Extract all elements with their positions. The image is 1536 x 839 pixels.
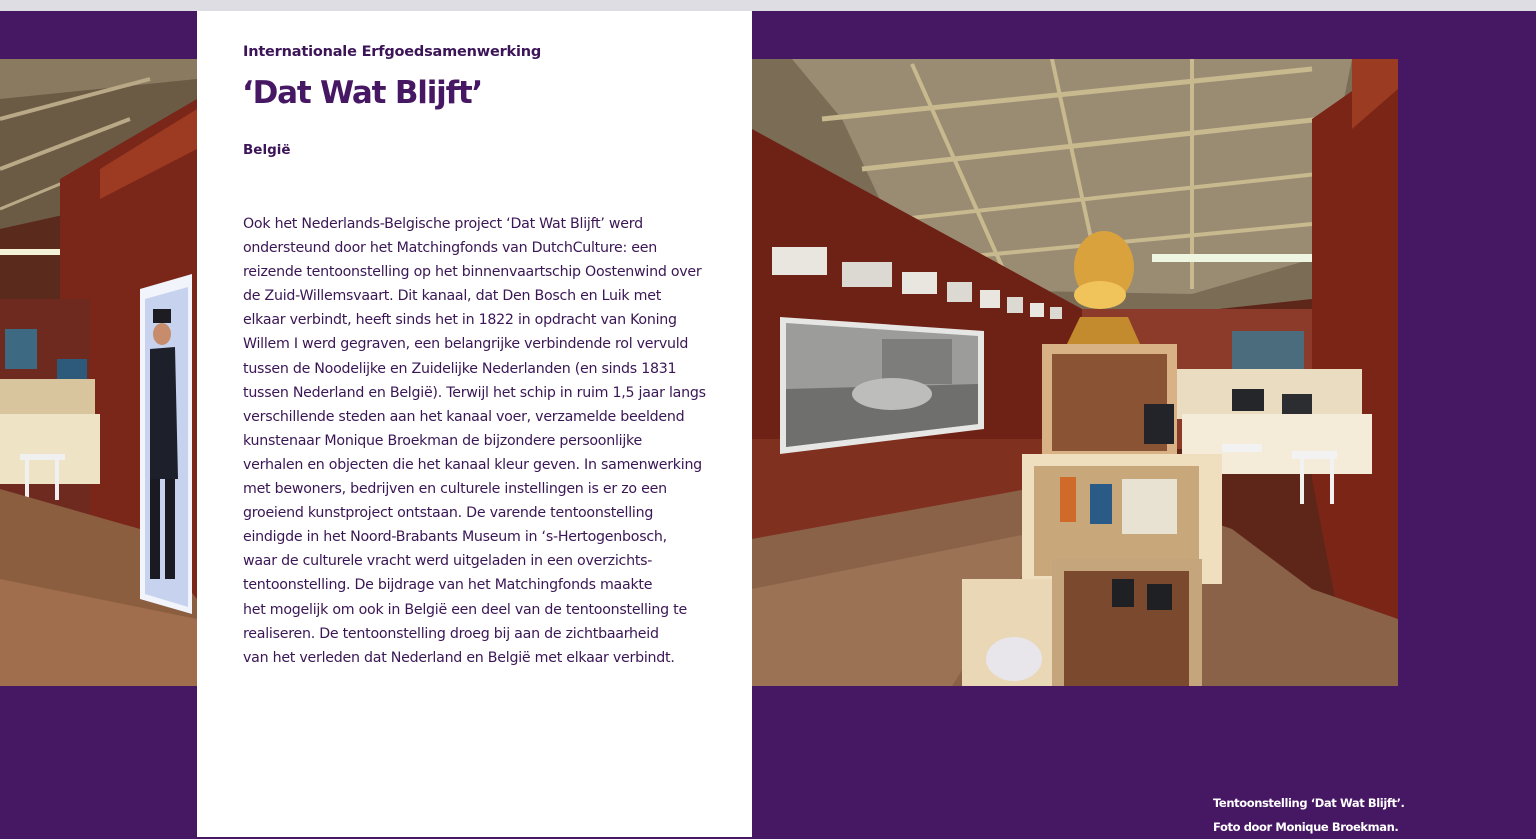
article-body-line: kunstenaar Monique Broekman de bijzondere persoonlijke bbox=[243, 432, 642, 449]
article-panel bbox=[197, 11, 752, 837]
article-country: België bbox=[243, 142, 291, 158]
article-body-line: tussen de Noodelijke en Zuidelijke Nederlanden (en sinds 1831 bbox=[243, 360, 677, 377]
article-body-line: tussen Nederland en België). Terwijl het schip in ruim 1,5 jaar langs bbox=[243, 384, 706, 401]
article-body-line: elkaar verbindt, heeft sinds het in 1822 in opdracht van Koning bbox=[243, 312, 677, 329]
browser-top-bar bbox=[0, 0, 1536, 11]
article-body-line: groeiend kunstproject ontstaan. De varende tentoonstelling bbox=[243, 505, 654, 522]
article-body-line: verhalen en objecten die het kanaal kleur geven. In samenwerking bbox=[243, 456, 702, 473]
article-body-line: Willem I werd gegraven, een belangrijke verbindende rol vervuld bbox=[243, 336, 689, 353]
article-body-line: eindigde in het Noord-Brabants Museum in ‘s-Hertogenbosch, bbox=[243, 529, 667, 546]
article-body-line: de Zuid-Willemsvaart. Dit kanaal, dat Den Bosch en Luik met bbox=[243, 288, 662, 305]
article-body-line: Ook het Nederlands-Belgische project ‘Dat Wat Blijft’ werd bbox=[243, 216, 643, 232]
article-body-line: realiseren. De tentoonstelling droeg bij aan de zichtbaarheid bbox=[243, 625, 659, 642]
photo-caption bbox=[1213, 791, 1405, 839]
article-body-line: reizende tentoonstelling op het binnenvaartschip Oostenwind over bbox=[243, 264, 702, 281]
article-body-line: van het verleden dat Nederland en België met elkaar verbindt. bbox=[243, 649, 675, 666]
article-body-line: het mogelijk om ook in België een deel van de tentoonstelling te bbox=[243, 601, 687, 618]
article-body-line: met bewoners, bedrijven en culturele instellingen is er zo een bbox=[243, 481, 667, 498]
article-title: ‘Dat Wat Blijft’ bbox=[242, 75, 483, 111]
exhibition-photo-left bbox=[0, 59, 197, 686]
article-body-line: waar de culturele vracht werd uitgeladen in een overzichts- bbox=[243, 553, 653, 570]
photo-caption-line: Tentoonstelling ‘Dat Wat Blijft’. bbox=[1213, 796, 1405, 810]
article-body bbox=[243, 212, 711, 670]
article-body-line: ondersteund door het Matchingfonds van DutchCulture: een bbox=[243, 240, 657, 257]
photo-caption-line: Foto door Monique Broekman. bbox=[1213, 820, 1399, 834]
exhibition-photo-right bbox=[752, 59, 1398, 686]
article-kicker: Internationale Erfgoedsamenwerking bbox=[243, 44, 542, 60]
article-body-line: tentoonstelling. De bijdrage van het Matchingfonds maakte bbox=[243, 577, 653, 594]
article-body-line: verschillende steden aan het kanaal voer, verzamelde beeldend bbox=[243, 408, 685, 425]
